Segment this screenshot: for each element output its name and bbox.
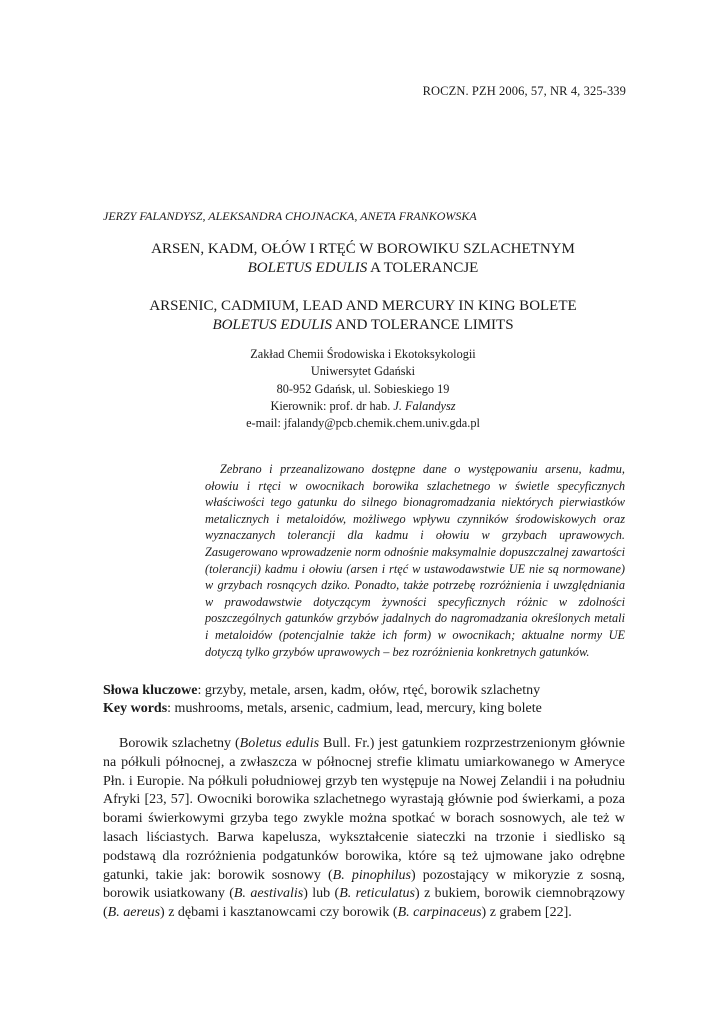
title-english-line1: ARSENIC, CADMIUM, LEAD AND MERCURY IN KING BOLETE xyxy=(149,298,577,314)
body-text-span: ) lub ( xyxy=(303,886,340,902)
species-name: B. aestivalis xyxy=(233,886,304,902)
keywords-english-label: Key words xyxy=(103,701,168,716)
body-text-span: Bull. Fr.) jest gatunkiem rozprzestrzenionym głównie na półkuli północnej, a zwłaszcza w północnej strefie klimatu umiarkowanego w Ameryce Płn. i Europie. Na półkuli południowej grzyb ten występuje na Nowej Zelandii i na południu Afryki [23, 57]. Owocniki borowika szlachetnego wyrastają głównie pod świerkami, a poza borami świerkowymi grzyba tego zwykle można spotkać w borach sosnowych, ale też w lasach liściastych. Barwa kapelusza, wykształcenie siateczki na trzonie i siedlisko są podstawą dla rozróżnienia podgatunków borowika, które są też ujmowane jako odrębne gatunki, takie jak: borowik sosnowy ( xyxy=(103,736,626,883)
affiliation-head xyxy=(103,398,623,415)
keywords-polish-label: Słowa kluczowe xyxy=(103,683,198,698)
title-polish-line2 xyxy=(103,259,623,278)
species-name: B. aereus xyxy=(107,905,161,921)
title-english-species: BOLETUS EDULIS xyxy=(212,317,333,333)
authors: JERZY FALANDYSZ, ALEKSANDRA CHOJNACKA, ANETA FRANKOWSKA xyxy=(103,209,477,223)
affiliation xyxy=(103,346,623,432)
body-text-span: ) pozostający w mikoryzie z sosną, borowik usiatkowany ( xyxy=(103,867,625,902)
body-text-span: Borowik szlachetny ( xyxy=(119,736,240,751)
keywords xyxy=(103,682,625,718)
affiliation-email[interactable]: e-mail: jfalandy@pcb.chemik.chem.univ.gda.pl xyxy=(246,416,480,431)
title-polish-species: BOLETUS EDULIS xyxy=(247,260,368,276)
title-english-suffix: AND TOLERANCE LIMITS xyxy=(332,317,514,333)
body-paragraph xyxy=(103,735,625,923)
journal-reference: ROCZN. PZH 2006, 57, NR 4, 325-339 xyxy=(422,84,626,98)
body-text-span: ) z bukiem, borowik ciemnobrązowy ( xyxy=(103,886,626,921)
abstract: Zebrano i przeanalizowano dostępne dane o występowaniu arsenu, kadmu, ołowiu i rtęci w owocnikach borowika szlachetnego w świetle specyficznych właściwości tego gatunku do silnego bionagromadzania niektórych pierwiastków metalicznych i metaloidów, możliwego wpływu czynników środowiskowych oraz wyznaczanych tolerancji dla kadmu i ołowiu w grzybach uprawowych. Zasugerowano wprowadzenie norm odnośnie maksymalnie dopuszczalnej zawartości (tolerancji) kadmu i ołowiu (arsen i rtęć w ustawodawstwie UE nie są normowane) w grzybach rosnących dziko. Ponadto, także potrzebę rozróżnienia i uwzględniania w prawodawstwie dotyczącym żywności specyficznych różnic w zdolności poszczególnych gatunków grzybów jadalnych do nagromadzania określonych metali i metaloidów (potencjalnie także ich form) w owocnikach; aktualne normy UE dotyczą tylko grzybów uprawowych – bez rozróżnienia konkretnych gatunków. xyxy=(205,462,625,659)
affiliation-department: Zakład Chemii Środowiska i Ekotoksykologii xyxy=(250,347,476,361)
keywords-polish-text: : grzyby, metale, arsen, kadm, ołów, rtęć, borowik szlachetny xyxy=(197,683,541,698)
title-polish-line1: ARSEN, KADM, OŁÓW I RTĘĆ W BOROWIKU SZLACHETNYM xyxy=(151,241,575,257)
affiliation-head-name: J. Falandysz xyxy=(393,398,456,413)
title-english-line2 xyxy=(103,316,623,335)
species-name: Boletus edulis xyxy=(239,736,320,751)
species-name: B. pinophilus xyxy=(332,867,411,883)
body-text-span: ) z dębami i kasztanowcami czy borowik ( xyxy=(160,905,398,921)
species-name: B. carpinaceus xyxy=(397,905,482,921)
title-polish-suffix: A TOLERANCJE xyxy=(367,260,479,276)
species-name: B. reticulatus xyxy=(339,886,416,902)
affiliation-head-label: Kierownik: prof. dr hab. xyxy=(270,398,394,413)
affiliation-university: Uniwersytet Gdański xyxy=(310,364,416,379)
keywords-english-text: : mushrooms, metals, arsenic, cadmium, lead, mercury, king bolete xyxy=(167,701,542,716)
affiliation-address: 80-952 Gdańsk, ul. Sobieskiego 19 xyxy=(276,381,450,396)
body-text-span: ) z grabem [22]. xyxy=(481,905,572,921)
keywords-polish xyxy=(103,682,625,700)
title-polish xyxy=(103,240,623,278)
title-english xyxy=(103,297,623,335)
keywords-english xyxy=(103,700,625,718)
